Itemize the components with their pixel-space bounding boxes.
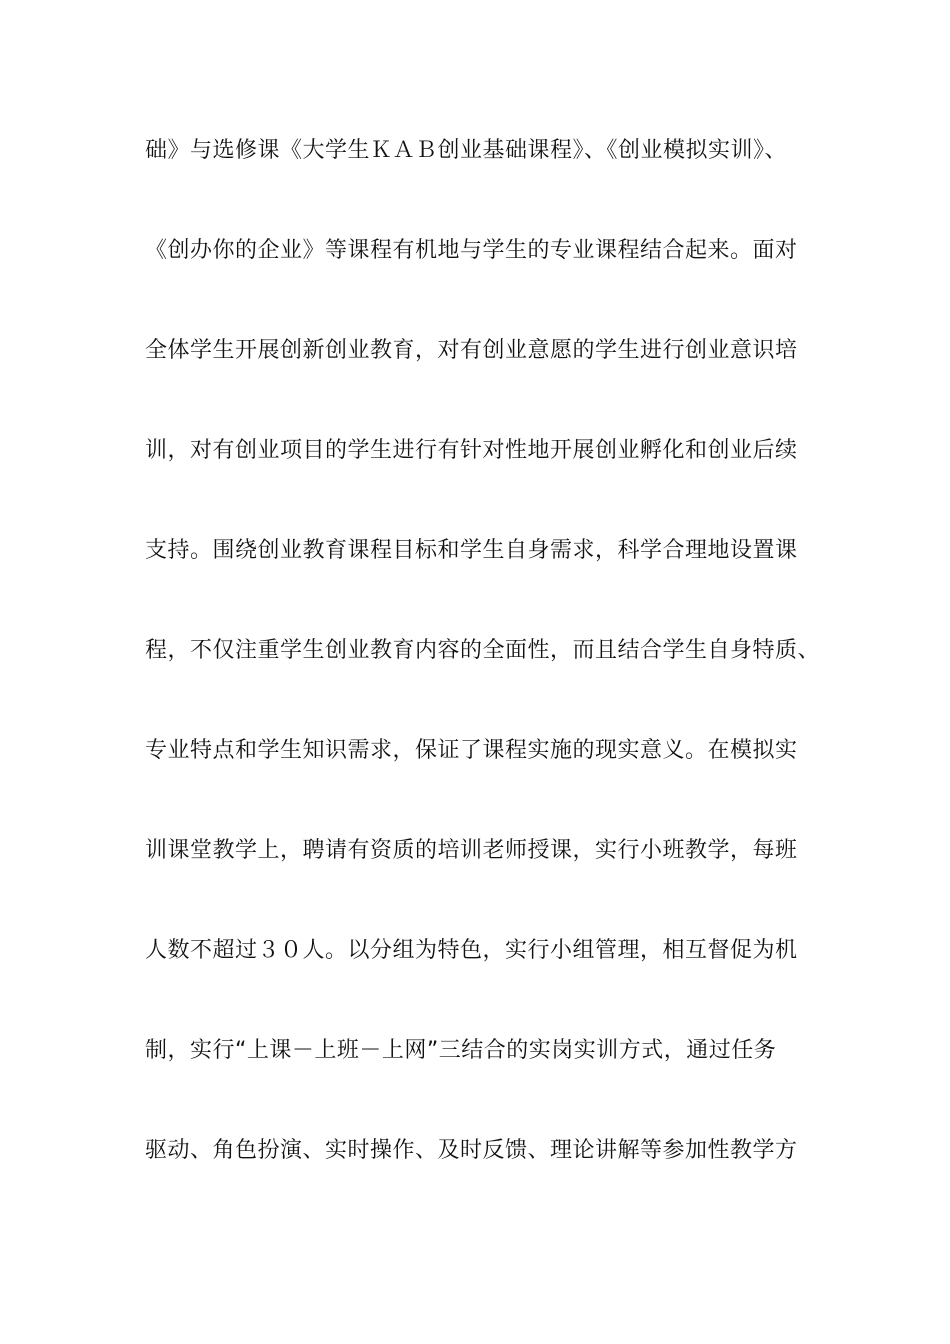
paragraph-line-9: 人数不超过３０人。以分组为特色，实行小组管理，相互督促为机 <box>145 938 798 963</box>
paragraph-line-7: 专业特点和学生知识需求，保证了课程实施的现实意义。在模拟实 <box>145 738 798 763</box>
paragraph-line-5: 支持。围绕创业教育课程目标和学生自身需求，科学合理地设置课 <box>145 538 798 563</box>
paragraph-line-10: 制，实行“上课－上班－上网”三结合的实岗实训方式，通过任务 <box>145 1038 777 1063</box>
paragraph-line-11: 驱动、角色扮演、实时操作、及时反馈、理论讲解等参加性教学方 <box>145 1138 798 1163</box>
paragraph-line-3: 全体学生开展创新创业教育，对有创业意愿的学生进行创业意识培 <box>145 338 798 363</box>
paragraph-line-8: 训课堂教学上，聘请有资质的培训老师授课，实行小班教学，每班 <box>145 838 798 863</box>
paragraph-line-6: 程，不仅注重学生创业教育内容的全面性，而且结合学生自身特质、 <box>145 638 821 663</box>
paragraph-line-4: 训，对有创业项目的学生进行有针对性地开展创业孵化和创业后续 <box>145 438 798 463</box>
paragraph-line-1: 础》与选修课《大学生ＫＡＢ创业基础课程》、《创业模拟实训》、 <box>145 138 788 163</box>
paragraph-line-2: 《创办你的企业》等课程有机地与学生的专业课程结合起来。面对 <box>145 238 798 263</box>
